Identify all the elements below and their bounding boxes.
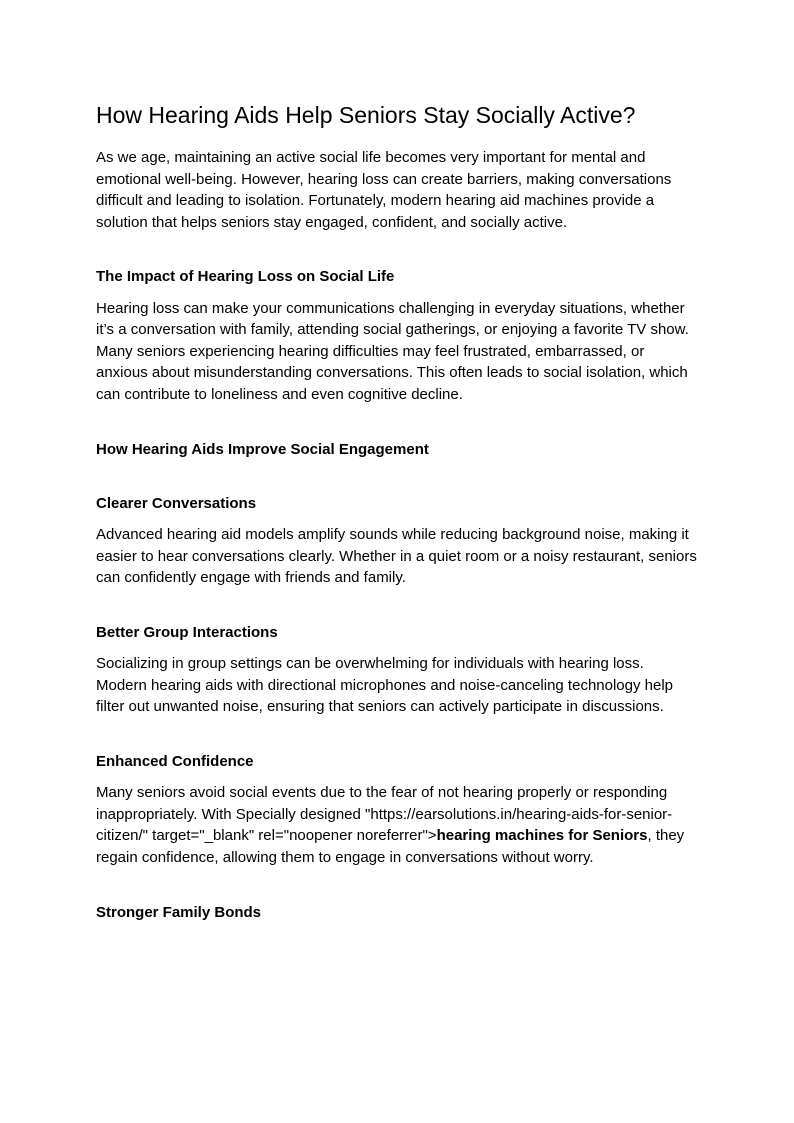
paragraph-text-after-bold: , they regain confidence, allowing them to engage in conversations without worry. — [96, 827, 685, 866]
paragraph-text-before-bold: Many seniors avoid social events due to the fear of not hearing properly or responding inappropriately. With Specially designed "https://earsolutions.in/hearing-aids-for-senior-citizen/" target="_blank" rel="noopener noreferrer"> — [96, 784, 673, 845]
section-paragraph-clearer-conversations: Advanced hearing aid models amplify sounds while reducing background noise, making it easier to hear conversations clearly. Whether in a quiet room or a noisy restaurant, seniors can confidently engage with friends and family. — [96, 526, 697, 587]
section-heading-improve-social-engagement: How Hearing Aids Improve Social Engagement — [96, 440, 429, 458]
section-heading-stronger-family-bonds: Stronger Family Bonds — [96, 903, 262, 921]
section-heading-clearer-conversations: Clearer Conversations — [96, 494, 257, 512]
intro-paragraph: As we age, maintaining an active social life becomes very important for mental and emotional well-being. However, hearing loss can create barriers, making conversations difficult and leading to isolation. Fortunately, modern hearing aid machines provide a solution that helps seniors stay engaged, confident, and socially active. — [96, 149, 672, 231]
section-paragraph-better-group-interactions: Socializing in group settings can be overwhelming for individuals with hearing loss. Modern hearing aids with directional microphones and noise-canceling technology help filter out unwanted noise, ensuring that seniors can actively participate in discussions. — [96, 655, 674, 716]
section-paragraph-enhanced-confidence — [96, 782, 697, 868]
section-paragraph-impact-of-hearing-loss: Hearing loss can make your communications challenging in everyday situations, whether it’s a conversation with family, attending social gatherings, or enjoying a favorite TV show. Many seniors experiencing hearing difficulties may feel frustrated, embarrassed, or anxious about misunderstanding conversations. This often leads to social isolation, which can contribute to loneliness and even cognitive decline. — [96, 299, 689, 404]
section-heading-enhanced-confidence: Enhanced Confidence — [96, 752, 254, 770]
section-heading-impact-of-hearing-loss: The Impact of Hearing Loss on Social Life — [96, 268, 395, 286]
section-heading-better-group-interactions: Better Group Interactions — [96, 623, 278, 641]
paragraph-bold-text: hearing machines for Seniors — [436, 827, 648, 845]
document-title: How Hearing Aids Help Seniors Stay Socially Active? — [96, 102, 636, 128]
